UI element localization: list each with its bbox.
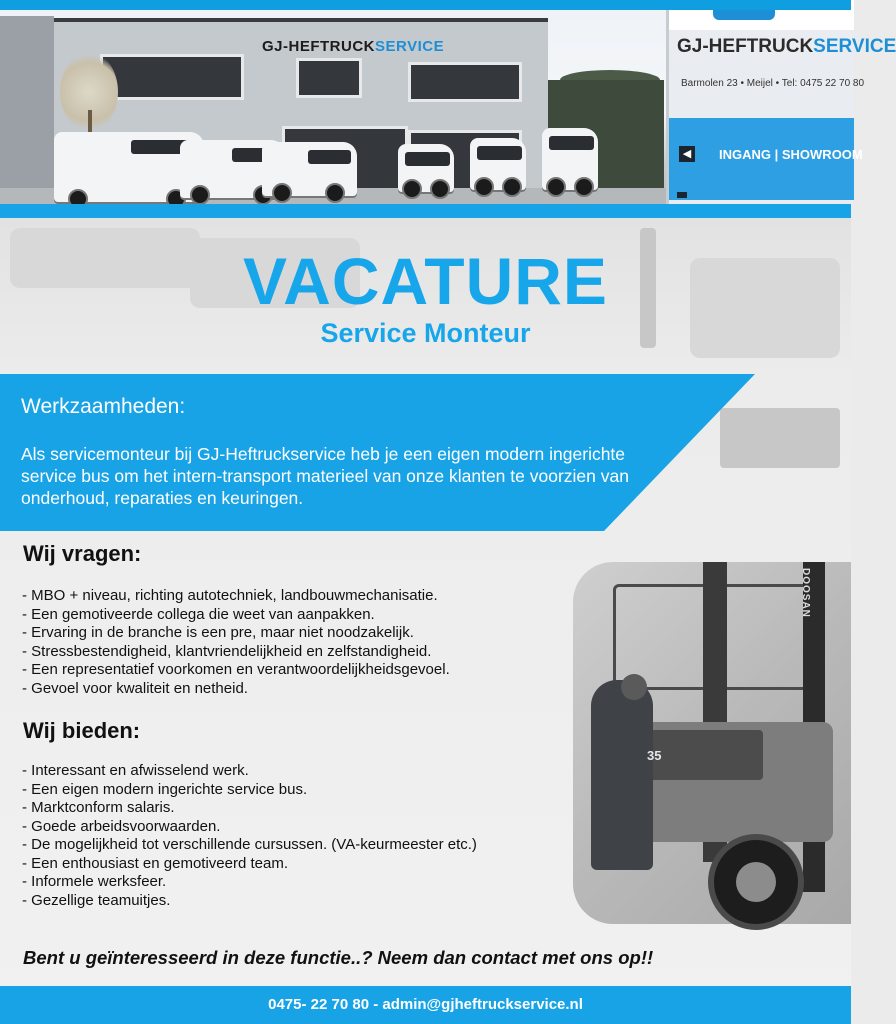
- company-pylon-sign: [666, 0, 896, 205]
- forklift-model-label: 35: [647, 748, 662, 763]
- pylon-entry-label: INGANG | SHOWROOM: [719, 147, 863, 162]
- building-sign: GJ-HEFTRUCKSERVICE: [262, 38, 445, 55]
- call-to-action: Bent u geïnteresseerd in deze functie..? Neem dan contact met ons op!!: [23, 947, 654, 968]
- mechanic-figure: [591, 680, 653, 870]
- list-item: - MBO + niveau, richting autotechniek, landbouwmechanisatie.: [22, 587, 438, 604]
- service-van: [542, 128, 598, 190]
- pylon-brand: GJ-HEFTRUCKSERVICE: [677, 36, 896, 57]
- brand-service-word: SERVICE: [375, 38, 445, 55]
- list-item: - Gezellige teamuitjes.: [22, 891, 171, 909]
- service-van: [398, 144, 454, 192]
- job-subtitle: Service Monteur: [320, 318, 531, 348]
- list-item: - Een eigen modern ingerichte service bus.: [22, 780, 308, 798]
- header-divider-band: [0, 204, 851, 218]
- arrow-left-icon: ◀: [679, 146, 695, 162]
- list-item: - Stressbestendigheid, klantvriendelijkheid en zelfstandigheid.: [22, 642, 432, 660]
- top-accent-strip: [0, 0, 851, 10]
- offer-heading: Wij bieden:: [23, 718, 141, 743]
- list-item: - Informele werksfeer.: [22, 873, 167, 890]
- list-item: - Ervaring in de branche is een pre, maar niet noodzakelijk.: [22, 624, 414, 641]
- service-van: [470, 138, 526, 190]
- list-item: - De mogelijkheid tot verschillende cursussen. (VA-keurmeester etc.): [22, 836, 477, 853]
- list-item: - Een enthousiast en gemotiveerd team.: [22, 854, 288, 872]
- offer-list: [22, 762, 477, 910]
- forklift-brand-label: DOOSAN: [800, 568, 811, 618]
- list-item: - Goede arbeidsvoorwaarden.: [22, 817, 221, 835]
- service-van: [262, 142, 357, 196]
- requirements-list: [22, 587, 450, 698]
- list-item: - Interessant en afwisselend werk.: [22, 762, 249, 779]
- header-photo: [0, 0, 896, 205]
- brand-service-word: SERVICE: [813, 36, 896, 57]
- list-item: - Een representatief voorkomen en verantwoordelijkheidsgevoel.: [22, 661, 450, 678]
- requirements-heading: Wij vragen:: [23, 541, 142, 566]
- pylon-address: Barmolen 23 • Meijel • Tel: 0475 22 70 80: [681, 78, 865, 89]
- contact-footer: 0475- 22 70 80 - admin@gjheftruckservice.nl: [0, 986, 851, 1024]
- list-item: - Een gemotiveerde collega die weet van aanpakken.: [22, 605, 375, 623]
- list-item: - Gevoel voor kwaliteit en netheid.: [22, 679, 248, 697]
- list-item: - Marktconform salaris.: [22, 799, 175, 816]
- duties-text: Als servicemonteur bij GJ-Heftruckservice heb je een eigen modern ingerichte service bus om het intern-transport materieel van onze klanten te voorzien van onderhoud, reparaties en keuringen.: [21, 444, 629, 508]
- forklift-mechanic-photo: [573, 562, 851, 924]
- duties-heading: Werkzaamheden:: [21, 395, 186, 418]
- page-title: VACATURE: [243, 244, 608, 318]
